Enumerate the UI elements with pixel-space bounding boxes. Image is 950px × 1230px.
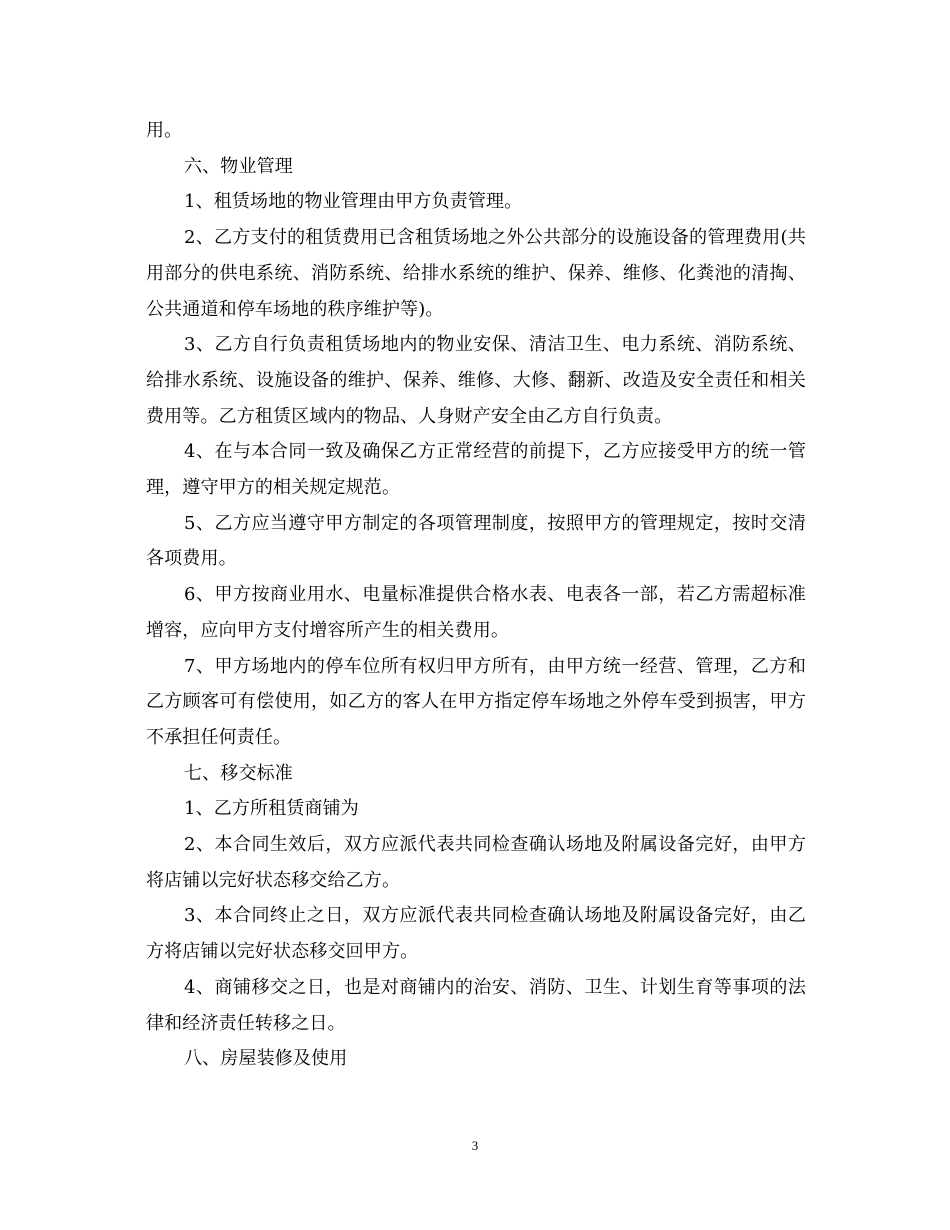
section-heading-6: 六、物业管理	[184, 155, 293, 177]
clause-7-4: 4、商铺移交之日，也是对商铺内的治安、消防、卫生、计划生育等事项的法律和经济责任转移之日。	[146, 976, 806, 1034]
clause-6-2: 2、乙方支付的租赁费用已含租赁场地之外公共部分的设施设备的管理费用(共用部分的供电系统、消防系统、给排水系统的维护、保养、维修、化粪池的清掏、公共通道和停车场地的秩序维护等)。	[146, 227, 806, 320]
clause-6-1: 1、租赁场地的物业管理由甲方负责管理。	[184, 191, 523, 213]
clause-7-3: 3、本合同终止之日，双方应派代表共同检查确认场地及附属设备完好，由乙方将店铺以完好状态移交回甲方。	[146, 905, 806, 963]
section-heading-7: 七、移交标准	[184, 762, 293, 784]
clause-6-4: 4、在与本合同一致及确保乙方正常经营的前提下，乙方应接受甲方的统一管理，遵守甲方的相关规定规范。	[146, 441, 806, 499]
page-number: 3	[471, 1138, 479, 1153]
clause-7-1: 1、乙方所租赁商铺为	[184, 798, 359, 820]
clause-6-5: 5、乙方应当遵守甲方制定的各项管理制度，按照甲方的管理规定，按时交清各项费用。	[146, 512, 806, 570]
clause-6-6: 6、甲方按商业用水、电量标准提供合格水表、电表各一部，若乙方需超标准增容，应向甲方支付增容所产生的相关费用。	[146, 584, 806, 641]
clause-7-2: 2、本合同生效后，双方应派代表共同检查确认场地及附属设备完好，由甲方将店铺以完好状态移交给乙方。	[146, 834, 806, 891]
section-heading-8: 八、房屋装修及使用	[184, 1048, 348, 1070]
clause-6-7: 7、甲方场地内的停车位所有权归甲方所有，由甲方统一经营、管理，乙方和乙方顾客可有偿使用，如乙方的客人在甲方指定停车场地之外停车受到损害，甲方不承担任何责任。	[146, 655, 806, 748]
clause-6-3: 3、乙方自行负责租赁场地内的物业安保、清洁卫生、电力系统、消防系统、给排水系统、设施设备的维护、保养、维修、大修、翻新、改造及安全责任和相关费用等。乙方租赁区域内的物品、人身财产安全由乙方自行负责。	[146, 334, 806, 427]
document-body	[146, 113, 806, 1077]
paragraph-continuation: 用。	[146, 120, 183, 141]
